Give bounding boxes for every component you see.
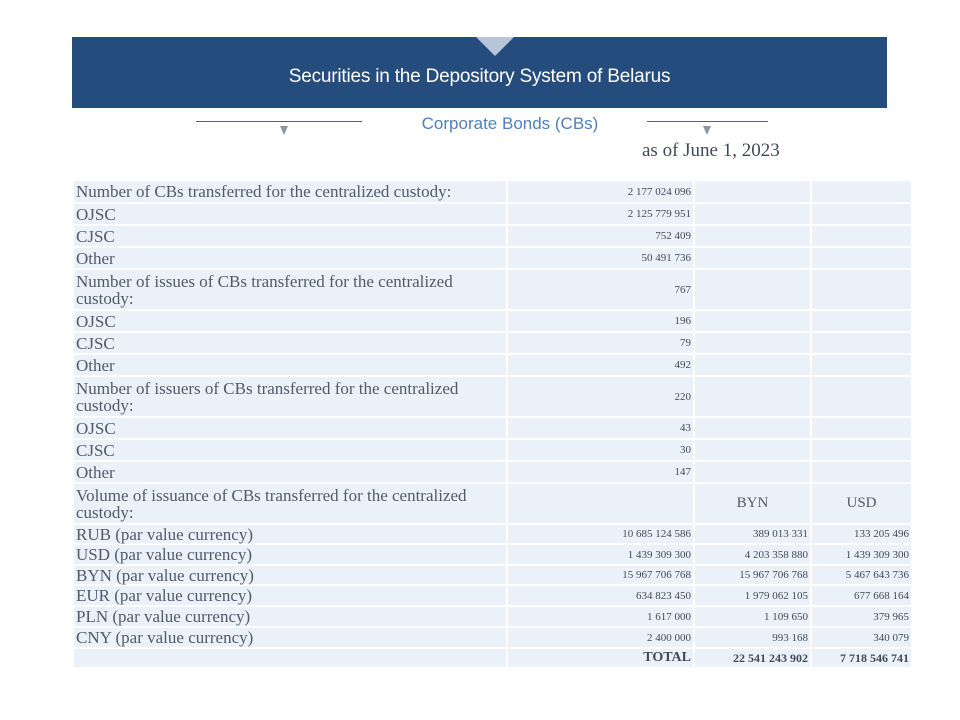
total-row bbox=[73, 648, 912, 668]
row-label: CNY (par value currency) bbox=[73, 627, 507, 648]
row-label: CJSC bbox=[73, 439, 507, 461]
table-row bbox=[73, 439, 912, 461]
value-usd-cell bbox=[811, 310, 912, 332]
value-byn-cell bbox=[694, 247, 811, 269]
value-cell: 147 bbox=[507, 461, 694, 483]
value-usd-cell: 379 965 bbox=[811, 606, 912, 627]
total-label: TOTAL bbox=[507, 648, 694, 668]
value-usd-cell bbox=[811, 247, 912, 269]
currency-header-byn: BYN bbox=[694, 483, 811, 524]
total-byn: 22 541 243 902 bbox=[694, 648, 811, 668]
subtitle-left-line bbox=[196, 121, 362, 122]
value-cell: 79 bbox=[507, 332, 694, 354]
row-label: Volume of issuance of CBs transferred for the centralized custody: bbox=[73, 483, 507, 524]
value-usd-cell bbox=[811, 203, 912, 225]
row-label: BYN (par value currency) bbox=[73, 565, 507, 585]
row-label: Other bbox=[73, 354, 507, 376]
value-usd-cell bbox=[811, 332, 912, 354]
value-usd-cell bbox=[811, 376, 912, 417]
row-label: OJSC bbox=[73, 310, 507, 332]
value-byn-cell: 1 979 062 105 bbox=[694, 585, 811, 606]
value-cell: 492 bbox=[507, 354, 694, 376]
page-title: Securities in the Depository System of Belarus bbox=[288, 65, 671, 87]
total-spacer bbox=[73, 648, 507, 668]
value-cell: 196 bbox=[507, 310, 694, 332]
bonds-table bbox=[72, 179, 913, 669]
value-byn-cell bbox=[694, 354, 811, 376]
table-row bbox=[73, 606, 912, 627]
value-byn-cell bbox=[694, 225, 811, 247]
report-date: as of June 1, 2023 bbox=[642, 140, 780, 161]
row-label: RUB (par value currency) bbox=[73, 524, 507, 544]
value-cell: 15 967 706 768 bbox=[507, 565, 694, 585]
value-cell: 1 439 309 300 bbox=[507, 544, 694, 565]
value-byn-cell bbox=[694, 203, 811, 225]
value-cell: 1 617 000 bbox=[507, 606, 694, 627]
row-label: Number of CBs transferred for the centralized custody: bbox=[73, 180, 507, 203]
value-cell: 752 409 bbox=[507, 225, 694, 247]
value-cell: 767 bbox=[507, 269, 694, 310]
value-byn-cell bbox=[694, 310, 811, 332]
section-subtitle: Corporate Bonds (CBs) bbox=[421, 114, 599, 133]
total-usd: 7 718 546 741 bbox=[811, 648, 912, 668]
value-usd-cell: 677 668 164 bbox=[811, 585, 912, 606]
value-byn-cell: 1 109 650 bbox=[694, 606, 811, 627]
row-label: Other bbox=[73, 461, 507, 483]
value-byn-cell: 4 203 358 880 bbox=[694, 544, 811, 565]
table-row bbox=[73, 332, 912, 354]
value-byn-cell: 993 168 bbox=[694, 627, 811, 648]
table-row bbox=[73, 565, 912, 585]
value-usd-cell: 1 439 309 300 bbox=[811, 544, 912, 565]
row-label: EUR (par value currency) bbox=[73, 585, 507, 606]
table-row bbox=[73, 376, 912, 417]
value-usd-cell bbox=[811, 180, 912, 203]
row-label: Number of issues of CBs transferred for the centralized custody: bbox=[73, 269, 507, 310]
table-row bbox=[73, 180, 912, 203]
value-usd-cell: 340 079 bbox=[811, 627, 912, 648]
currency-header-usd: USD bbox=[811, 483, 912, 524]
table-row bbox=[73, 225, 912, 247]
row-label: USD (par value currency) bbox=[73, 544, 507, 565]
table-row bbox=[73, 627, 912, 648]
value-usd-cell bbox=[811, 269, 912, 310]
value-usd-cell bbox=[811, 439, 912, 461]
value-cell: 43 bbox=[507, 417, 694, 439]
table-row bbox=[73, 354, 912, 376]
value-usd-cell: 5 467 643 736 bbox=[811, 565, 912, 585]
value-byn-cell bbox=[694, 461, 811, 483]
value-byn-cell bbox=[694, 439, 811, 461]
table-row bbox=[73, 585, 912, 606]
value-byn-cell: 389 013 331 bbox=[694, 524, 811, 544]
value-byn-cell bbox=[694, 417, 811, 439]
row-label: PLN (par value currency) bbox=[73, 606, 507, 627]
value-usd-cell bbox=[811, 417, 912, 439]
table-row bbox=[73, 269, 912, 310]
value-cell: 50 491 736 bbox=[507, 247, 694, 269]
row-label: Other bbox=[73, 247, 507, 269]
value-cell: 10 685 124 586 bbox=[507, 524, 694, 544]
left-arrow-icon bbox=[280, 126, 288, 135]
table-row bbox=[73, 310, 912, 332]
subtitle-right-line bbox=[647, 121, 768, 122]
table-row bbox=[73, 203, 912, 225]
value-byn-cell bbox=[694, 376, 811, 417]
value-usd-cell bbox=[811, 461, 912, 483]
value-cell: 2 125 779 951 bbox=[507, 203, 694, 225]
row-label: CJSC bbox=[73, 332, 507, 354]
table-row bbox=[73, 544, 912, 565]
table-row bbox=[73, 461, 912, 483]
value-cell bbox=[507, 483, 694, 524]
value-cell: 30 bbox=[507, 439, 694, 461]
row-label: OJSC bbox=[73, 203, 507, 225]
row-label: OJSC bbox=[73, 417, 507, 439]
row-label: Number of issuers of CBs transferred for the centralized custody: bbox=[73, 376, 507, 417]
value-usd-cell: 133 205 496 bbox=[811, 524, 912, 544]
table-row bbox=[73, 483, 912, 524]
value-byn-cell: 15 967 706 768 bbox=[694, 565, 811, 585]
table-row bbox=[73, 417, 912, 439]
value-byn-cell bbox=[694, 180, 811, 203]
value-usd-cell bbox=[811, 225, 912, 247]
value-byn-cell bbox=[694, 332, 811, 354]
value-usd-cell bbox=[811, 354, 912, 376]
row-label: CJSC bbox=[73, 225, 507, 247]
right-arrow-icon bbox=[703, 126, 711, 135]
value-cell: 2 177 024 096 bbox=[507, 180, 694, 203]
value-cell: 634 823 450 bbox=[507, 585, 694, 606]
value-cell: 220 bbox=[507, 376, 694, 417]
value-byn-cell bbox=[694, 269, 811, 310]
value-cell: 2 400 000 bbox=[507, 627, 694, 648]
table-row bbox=[73, 247, 912, 269]
table-row bbox=[73, 524, 912, 544]
